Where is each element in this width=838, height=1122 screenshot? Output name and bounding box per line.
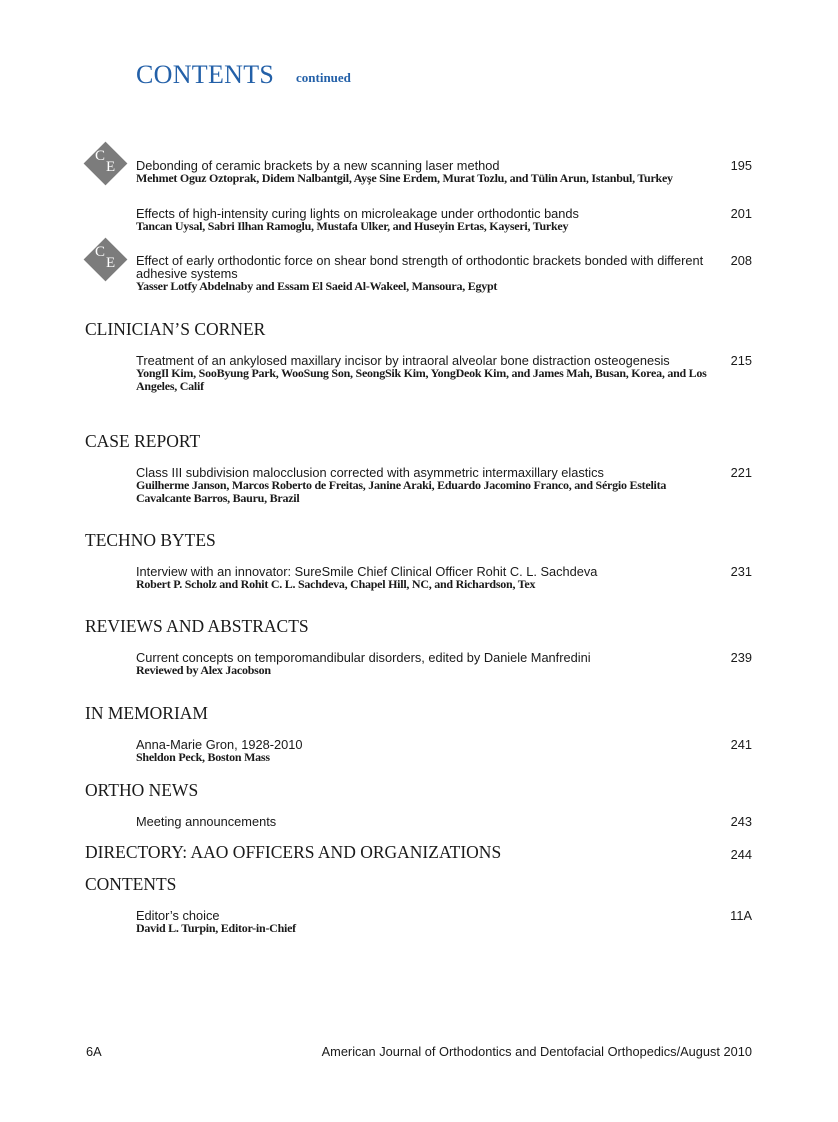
page-number: 241 — [730, 737, 752, 752]
footer-journal: American Journal of Orthodontics and Dentofacial Orthopedics/August 2010 — [321, 1044, 752, 1059]
section-heading: CONTENTS — [85, 874, 177, 894]
article-authors: Yasser Lotfy Abdelnaby and Essam El Saeid Al-Wakeel, Mansoura, Egypt — [136, 279, 498, 293]
article-authors: Guilherme Janson, Marcos Roberto de Freitas, Janine Araki, Eduardo Jacomino Franco, and Sérgio Estelita Cavalcante Barros, Bauru, Brazil — [136, 478, 667, 505]
article-authors: David L. Turpin, Editor-in-Chief — [136, 921, 296, 935]
article-title[interactable]: Anna-Marie Gron, 1928-2010 — [136, 737, 303, 752]
article-authors: Robert P. Scholz and Rohit C. L. Sachdeva, Chapel Hill, NC, and Richardson, Tex — [136, 577, 536, 591]
page-number: 11A — [730, 908, 752, 923]
page-subtitle: continued — [296, 70, 351, 85]
article-title[interactable]: Effect of early orthodontic force on shear bond strength of orthodontic brackets bonded with different adhesive systems — [136, 253, 704, 281]
toc-entry — [136, 565, 752, 591]
ce-letter-c: C — [95, 148, 106, 164]
page-number: 239 — [730, 650, 752, 665]
page-number: 243 — [730, 814, 752, 829]
article-title[interactable]: Debonding of ceramic brackets by a new scanning laser method — [136, 158, 500, 173]
article-authors: Mehmet Oguz Oztoprak, Didem Nalbantgil, Ayşe Sine Erdem, Murat Tozlu, and Tülin Arun, Istanbul, Turkey — [136, 171, 673, 185]
section-heading: ORTHO NEWS — [85, 780, 199, 800]
article-title[interactable]: Interview with an innovator: SureSmile Chief Clinical Officer Rohit C. L. Sachdeva — [136, 564, 598, 579]
toc-entry — [136, 909, 752, 935]
article-title[interactable]: Class III subdivision malocclusion corrected with asymmetric intermaxillary elastics — [136, 465, 604, 480]
section-heading: REVIEWS AND ABSTRACTS — [85, 616, 309, 636]
footer-page-number: 6A — [86, 1044, 102, 1059]
toc-entry — [136, 738, 752, 764]
page-number: 195 — [730, 158, 752, 173]
ce-credit-badge-icon — [84, 238, 128, 282]
page-number: 244 — [730, 847, 752, 862]
page-number: 215 — [730, 353, 752, 368]
article-title[interactable]: Meeting announcements — [136, 814, 277, 829]
article-authors: Sheldon Peck, Boston Mass — [136, 750, 270, 764]
page-title: CONTENTS — [136, 60, 275, 89]
page-number: 221 — [730, 465, 752, 480]
toc-entry — [136, 354, 752, 393]
article-authors: Tancan Uysal, Sabri Ilhan Ramoglu, Mustafa Ulker, and Huseyin Ertas, Kayseri, Turkey — [136, 219, 569, 233]
toc-entry — [136, 815, 752, 828]
toc-entry — [136, 254, 752, 293]
toc-entry — [136, 466, 752, 505]
page-number: 231 — [730, 564, 752, 579]
ce-letter-e: E — [106, 255, 116, 271]
section-heading: TECHNO BYTES — [85, 530, 216, 550]
article-title[interactable]: Effects of high-intensity curing lights on microleakage under orthodontic bands — [136, 206, 579, 221]
toc-entry — [136, 207, 752, 233]
article-title[interactable]: Current concepts on temporomandibular disorders, edited by Daniele Manfredini — [136, 650, 591, 665]
page-number: 208 — [730, 253, 752, 268]
section-heading[interactable]: DIRECTORY: AAO OFFICERS AND ORGANIZATIONS — [85, 842, 502, 862]
section-heading: IN MEMORIAM — [85, 703, 208, 723]
article-authors: Reviewed by Alex Jacobson — [136, 663, 271, 677]
section-heading: CASE REPORT — [85, 431, 201, 451]
ce-letter-c: C — [95, 244, 106, 260]
article-authors: YongIl Kim, SooByung Park, WooSung Son, SeongSik Kim, YongDeok Kim, and James Mah, Busan, Korea, and Los Angeles, Calif — [136, 366, 707, 393]
article-title[interactable]: Editor’s choice — [136, 908, 220, 923]
page-number: 201 — [730, 206, 752, 221]
toc-entry — [136, 159, 752, 185]
ce-letter-e: E — [106, 159, 116, 175]
ce-credit-badge-icon — [84, 142, 128, 186]
article-title[interactable]: Treatment of an ankylosed maxillary incisor by intraoral alveolar bone distraction osteogenesis — [136, 353, 670, 368]
toc-entry — [136, 651, 752, 677]
section-heading: CLINICIAN’S CORNER — [85, 319, 266, 339]
